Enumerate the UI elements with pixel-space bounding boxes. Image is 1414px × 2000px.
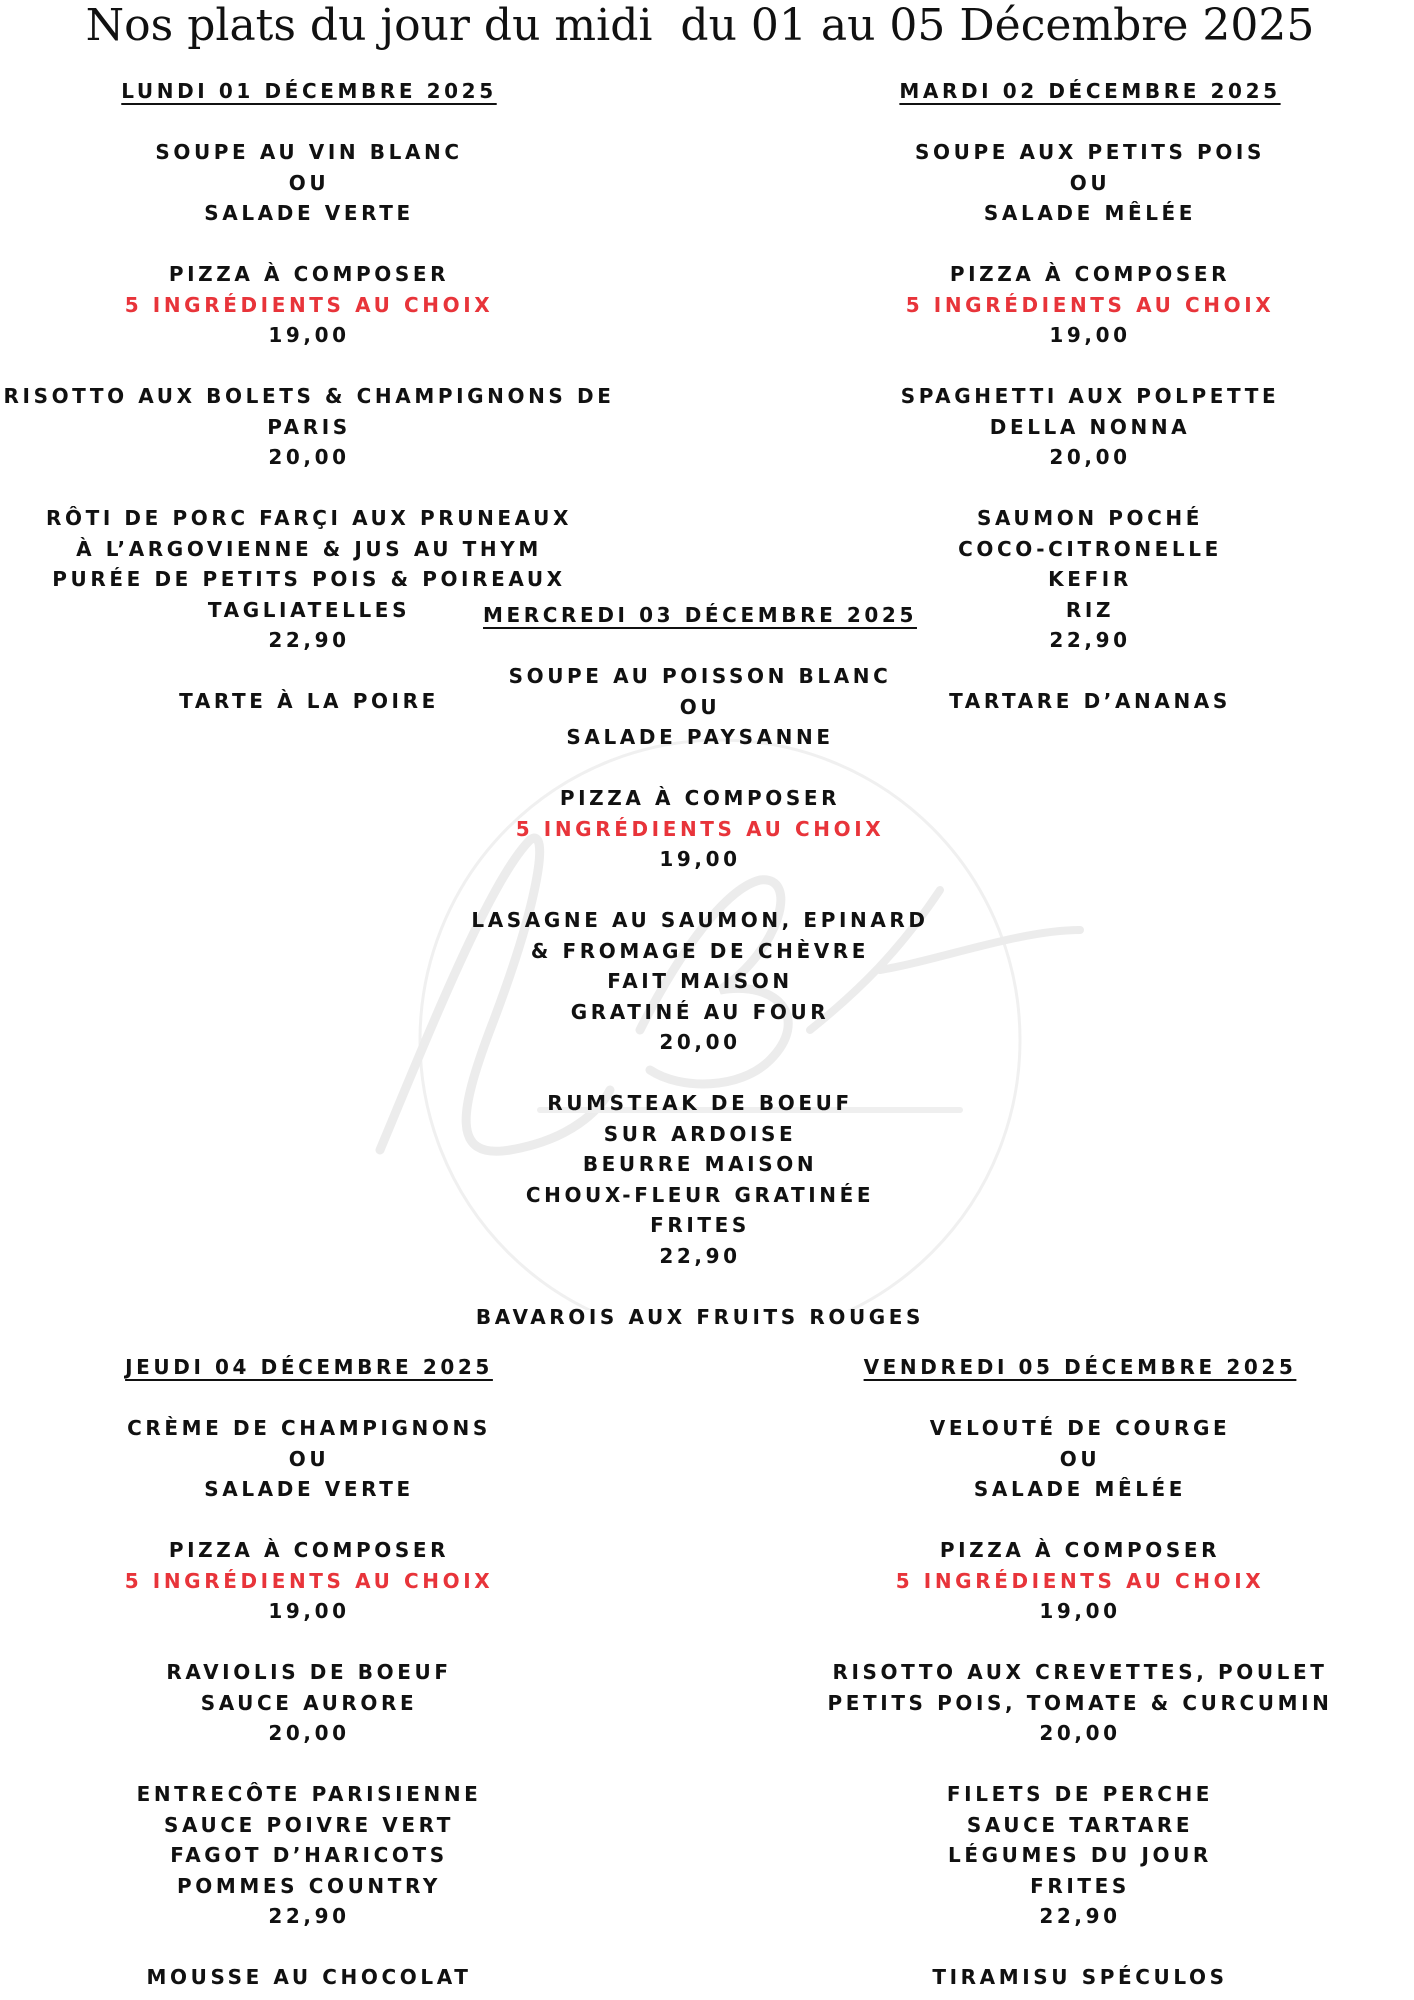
starter-option: SALADE PAYSANNE bbox=[566, 725, 834, 749]
starter-option: SALADE VERTE bbox=[204, 201, 414, 225]
dish1-price: 20,00 bbox=[268, 1721, 350, 1745]
pizza-price: 19,00 bbox=[268, 323, 350, 347]
starter-option: SOUPE AUX PETITS POIS bbox=[915, 140, 1265, 164]
starter-option: CRÈME DE CHAMPIGNONS bbox=[127, 1416, 491, 1440]
dish2-line: TAGLIATELLES bbox=[207, 597, 411, 622]
dish2-line: FRITES bbox=[650, 1213, 750, 1237]
dish2-line: SAUCE POIVRE VERT bbox=[164, 1812, 454, 1837]
pizza-price: 19,00 bbox=[1039, 1599, 1121, 1623]
page-title: Nos plats du jour du midi du 01 au 05 Décembre 2025 bbox=[85, 0, 1315, 51]
day-heading: JEUDI 04 DÉCEMBRE 2025 bbox=[125, 1355, 493, 1379]
pizza-price: 19,00 bbox=[268, 1599, 350, 1623]
dish2-line: SAUCE TARTARE bbox=[966, 1812, 1194, 1837]
pizza-price: 19,00 bbox=[659, 847, 741, 871]
starter-or: OU bbox=[679, 694, 721, 719]
dessert: TARTARE D’ANANAS bbox=[949, 689, 1231, 713]
dish1-line: SAUCE AURORE bbox=[200, 1690, 418, 1715]
pizza-name: PIZZA À COMPOSER bbox=[939, 1538, 1221, 1562]
pizza-name: PIZZA À COMPOSER bbox=[168, 1538, 450, 1562]
dish1-line: GRATINÉ AU FOUR bbox=[570, 999, 830, 1024]
dish2-line: FAGOT D’HARICOTS bbox=[170, 1843, 448, 1867]
dish2-line: FRITES bbox=[1030, 1873, 1130, 1898]
dessert: BAVAROIS AUX FRUITS ROUGES bbox=[475, 1304, 925, 1329]
dessert: MOUSSE AU CHOCOLAT bbox=[146, 1965, 472, 1989]
dish2-line: PURÉE DE PETITS POIS & POIREAUX bbox=[52, 567, 566, 591]
dish1-price: 20,00 bbox=[268, 445, 350, 469]
dish2-line: SAUMON POCHÉ bbox=[976, 506, 1204, 530]
pizza-note: 5 INGRÉDIENTS AU CHOIX bbox=[515, 816, 885, 841]
dish2-line: KEFIR bbox=[1048, 567, 1132, 591]
dish1-line: RISOTTO AUX BOLETS & CHAMPIGNONS DE bbox=[3, 384, 615, 408]
starter-or: OU bbox=[1069, 170, 1111, 195]
dish2-line: BEURRE MAISON bbox=[582, 1152, 818, 1176]
starter-option: SOUPE AU POISSON BLANC bbox=[508, 664, 892, 688]
pizza-note: 5 INGRÉDIENTS AU CHOIX bbox=[124, 1568, 494, 1593]
day-thursday bbox=[0, 1352, 618, 1993]
dish1-line: SPAGHETTI AUX POLPETTE bbox=[900, 384, 1280, 408]
dish1-line: DELLA NONNA bbox=[989, 414, 1191, 439]
pizza-note: 5 INGRÉDIENTS AU CHOIX bbox=[124, 292, 494, 317]
starter-or: OU bbox=[288, 1446, 330, 1471]
starter-option: VELOUTÉ DE COURGE bbox=[929, 1416, 1231, 1440]
pizza-note: 5 INGRÉDIENTS AU CHOIX bbox=[905, 292, 1275, 317]
day-heading: LUNDI 01 DÉCEMBRE 2025 bbox=[121, 79, 497, 103]
day-heading: MERCREDI 03 DÉCEMBRE 2025 bbox=[483, 603, 917, 627]
dish1-price: 20,00 bbox=[1049, 445, 1131, 469]
pizza-name: PIZZA À COMPOSER bbox=[559, 786, 841, 810]
starter-option: SALADE MÊLÉE bbox=[973, 1477, 1187, 1501]
dish1-line: RISOTTO AUX CREVETTES, POULET bbox=[832, 1660, 1328, 1684]
starter-option: SALADE MÊLÉE bbox=[983, 201, 1197, 225]
day-wednesday bbox=[450, 600, 950, 1332]
dessert: TIRAMISU SPÉCULOS bbox=[932, 1965, 1228, 1989]
day-heading: VENDREDI 05 DÉCEMBRE 2025 bbox=[863, 1355, 1297, 1379]
starter-option: SOUPE AU VIN BLANC bbox=[155, 140, 463, 164]
dish1-line: & FROMAGE DE CHÈVRE bbox=[530, 938, 870, 963]
dish1-line: PETITS POIS, TOMATE & CURCUMIN bbox=[827, 1690, 1333, 1715]
day-friday bbox=[820, 1352, 1340, 1993]
dish2-price: 22,90 bbox=[1049, 628, 1131, 652]
dish2-line: SUR ARDOISE bbox=[603, 1121, 797, 1146]
dish2-line: ENTRECÔTE PARISIENNE bbox=[136, 1782, 482, 1806]
dish2-line: LÉGUMES DU JOUR bbox=[948, 1843, 1212, 1867]
dish2-line: POMMES COUNTRY bbox=[177, 1873, 441, 1898]
dish1-line: PARIS bbox=[267, 414, 351, 439]
dish2-line: RUMSTEAK DE BOEUF bbox=[547, 1091, 853, 1115]
dish2-line: CHOUX-FLEUR GRATINÉE bbox=[525, 1182, 875, 1207]
dessert: TARTE À LA POIRE bbox=[179, 689, 439, 713]
dish2-price: 22,90 bbox=[1039, 1904, 1121, 1928]
dish2-price: 22,90 bbox=[659, 1243, 741, 1268]
day-heading: MARDI 02 DÉCEMBRE 2025 bbox=[899, 79, 1281, 103]
starter-or: OU bbox=[1059, 1446, 1101, 1471]
starter-option: SALADE VERTE bbox=[204, 1477, 414, 1501]
dish1-line: LASAGNE AU SAUMON, EPINARD bbox=[471, 908, 929, 932]
pizza-note: 5 INGRÉDIENTS AU CHOIX bbox=[895, 1568, 1265, 1593]
dish2-line: COCO-CITRONELLE bbox=[958, 536, 1222, 561]
dish2-line: RIZ bbox=[1065, 597, 1115, 622]
dish1-price: 20,00 bbox=[659, 1030, 741, 1054]
dish1-price: 20,00 bbox=[1039, 1721, 1121, 1745]
dish2-line: RÔTI DE PORC FARÇI AUX PRUNEAUX bbox=[45, 506, 572, 530]
pizza-price: 19,00 bbox=[1049, 323, 1131, 347]
dish2-line: FILETS DE PERCHE bbox=[946, 1782, 1214, 1806]
starter-or: OU bbox=[288, 170, 330, 195]
dish2-price: 22,90 bbox=[268, 628, 350, 652]
dish2-price: 22,90 bbox=[268, 1904, 350, 1928]
pizza-name: PIZZA À COMPOSER bbox=[949, 262, 1231, 286]
dish1-line: FAIT MAISON bbox=[607, 969, 793, 993]
dish1-line: RAVIOLIS DE BOEUF bbox=[166, 1660, 452, 1684]
dish2-line: À L’ARGOVIENNE & JUS AU THYM bbox=[76, 536, 542, 561]
pizza-name: PIZZA À COMPOSER bbox=[168, 262, 450, 286]
